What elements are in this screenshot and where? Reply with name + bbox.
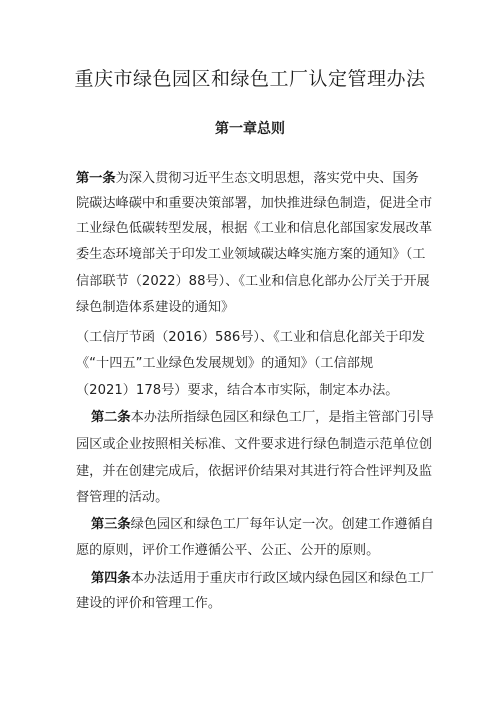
article-4-line-1 [91,569,451,589]
article-1-line-1 [76,169,436,189]
article-2-line-2: 园区或企业按照相关标准、文件要求进行绿色制造示范单位创 [76,437,433,452]
article-2-label: 第二条 [91,410,131,425]
article-1-line-4: 委生态环境部关于印发工业领域碳达峰实施方案的通知》（工 [76,247,426,262]
article-1-line-8: 《“十四五”工业绿色发展规划》的通知》（工信部规 [76,356,374,371]
article-1-line-5: 信部联节（2022）88号）、《工业和信息化部办公厅关于开展 [76,274,430,289]
article-2-text-1: 本办法所指绿色园区和绿色工厂，是指主管部门引导 [130,410,434,425]
article-2-line-3: 建，并在创建完成后，依据评价结果对其进行符合性评判及监 [76,464,433,479]
article-2-line-1 [91,408,451,428]
article-1-line-6: 绿色制造体系建设的通知》 [76,300,235,315]
article-3-text-1: 绿色园区和绿色工厂每年认定一次。创建工作遵循自 [130,517,434,532]
article-1-line-2: 院碳达峰碳中和重要决策部署，加快推进绿色制造，促进全市 [76,196,433,211]
chapter-heading: 第一章总则 [215,121,285,137]
article-4-label: 第四条 [91,571,131,586]
article-3-line-1 [91,515,451,535]
article-1-text-1: 为深入贯彻习近平生态文明思想，落实党中央、国务 [115,171,419,186]
article-1-line-7: （工信厅节函（2016）586号）、《工业和信息化部关于印发 [76,330,425,345]
article-2-line-4: 督管理的活动。 [76,490,169,505]
article-1-label: 第一条 [76,171,116,186]
article-4-text-1: 本办法适用于重庆市行政区域内绿色园区和绿色工厂 [130,571,434,586]
article-3-line-2: 愿的原则，评价工作遵循公平、公正、公开的原则。 [76,543,380,558]
document-title: 重庆市绿色园区和绿色工厂认定管理办法 [74,68,426,90]
article-3-label: 第三条 [91,517,131,532]
article-1-line-9: （2021）178号）要求，结合本市实际，制定本办法。 [76,383,399,398]
article-4-line-2: 建设的评价和管理工作。 [76,596,222,611]
article-1-line-3: 工业绿色低碳转型发展，根据《工业和信息化部国家发展改革 [76,221,433,236]
